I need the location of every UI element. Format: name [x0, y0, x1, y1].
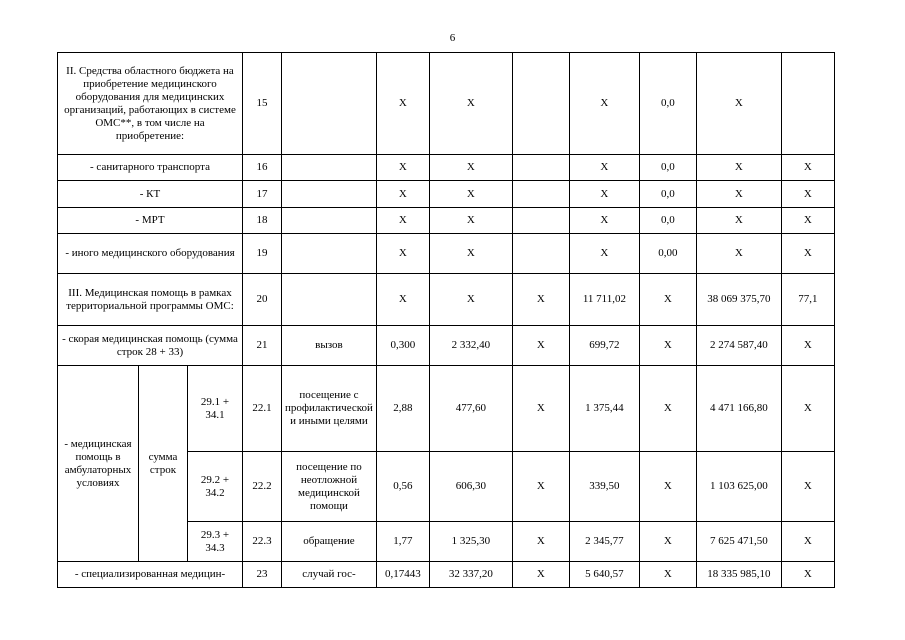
- row-number: 22.2: [243, 452, 282, 522]
- value-cell: X: [696, 181, 781, 208]
- value-cell: [512, 234, 569, 274]
- unit-cell: обращение: [282, 522, 377, 562]
- row-label: II. Средства областного бюджета на приобретение медицинского оборудования для медицинских организаций, работающих в системе ОМС**, в том числе на приобретение:: [58, 53, 243, 155]
- value-cell: X: [376, 208, 429, 234]
- value-cell: X: [512, 366, 569, 452]
- unit-cell: вызов: [282, 326, 377, 366]
- value-cell: 477,60: [429, 366, 512, 452]
- value-cell: 18 335 985,10: [696, 562, 781, 588]
- row-number: 23: [243, 562, 282, 588]
- row-label: - иного медицинского оборудования: [58, 234, 243, 274]
- value-cell: X: [781, 562, 834, 588]
- value-cell: 339,50: [569, 452, 639, 522]
- value-cell: X: [376, 53, 429, 155]
- table-row-19: [58, 234, 835, 274]
- unit-cell: [282, 53, 377, 155]
- unit-cell: [282, 181, 377, 208]
- value-cell: X: [569, 181, 639, 208]
- value-cell: [512, 155, 569, 181]
- value-cell: X: [512, 562, 569, 588]
- value-cell: 38 069 375,70: [696, 274, 781, 326]
- value-cell: X: [376, 274, 429, 326]
- value-cell: 0,0: [639, 155, 696, 181]
- table-row-23: [58, 562, 835, 588]
- unit-cell: [282, 208, 377, 234]
- value-cell: X: [639, 562, 696, 588]
- value-cell: X: [429, 274, 512, 326]
- table-row-18: [58, 208, 835, 234]
- value-cell: X: [569, 208, 639, 234]
- value-cell: X: [512, 274, 569, 326]
- row-label: - специализированная медицин-: [58, 562, 243, 588]
- unit-cell: посещение с профилактической и иными целями: [282, 366, 377, 452]
- row-label: - скорая медицинская помощь (сумма строк 28 + 33): [58, 326, 243, 366]
- value-cell: X: [376, 181, 429, 208]
- row-number: 18: [243, 208, 282, 234]
- unit-cell: посещение по неотложной медицинской помощи: [282, 452, 377, 522]
- unit-cell: случай гос-: [282, 562, 377, 588]
- value-cell: X: [781, 234, 834, 274]
- value-cell: 0,17443: [376, 562, 429, 588]
- value-cell: X: [781, 208, 834, 234]
- row-number: 19: [243, 234, 282, 274]
- table-row-21: [58, 326, 835, 366]
- value-cell: 2 274 587,40: [696, 326, 781, 366]
- value-cell: 0,0: [639, 53, 696, 155]
- value-cell: 699,72: [569, 326, 639, 366]
- value-cell: X: [569, 234, 639, 274]
- value-cell: X: [569, 155, 639, 181]
- value-cell: X: [639, 274, 696, 326]
- value-cell: 2,88: [376, 366, 429, 452]
- value-cell: X: [781, 326, 834, 366]
- row-label: - санитарного транспорта: [58, 155, 243, 181]
- row-number: 16: [243, 155, 282, 181]
- table-row-16: [58, 155, 835, 181]
- value-cell: X: [696, 155, 781, 181]
- value-cell: X: [429, 155, 512, 181]
- table-row-20: [58, 274, 835, 326]
- value-cell: X: [639, 522, 696, 562]
- value-cell: X: [781, 181, 834, 208]
- source-lines: 29.1 + 34.1: [188, 366, 243, 452]
- value-cell: 606,30: [429, 452, 512, 522]
- source-lines: 29.3 + 34.3: [188, 522, 243, 562]
- row-label: III. Медицинская помощь в рамках территориальной программы ОМС:: [58, 274, 243, 326]
- value-cell: [512, 208, 569, 234]
- value-cell: X: [639, 452, 696, 522]
- row-number: 17: [243, 181, 282, 208]
- value-cell: X: [376, 234, 429, 274]
- unit-cell: [282, 155, 377, 181]
- value-cell: X: [781, 522, 834, 562]
- financing-table: [57, 52, 835, 588]
- value-cell: 0,56: [376, 452, 429, 522]
- value-cell: X: [781, 366, 834, 452]
- value-cell: 0,0: [639, 181, 696, 208]
- sum-label: сумма строк: [139, 366, 188, 562]
- unit-cell: [282, 274, 377, 326]
- value-cell: 77,1: [781, 274, 834, 326]
- value-cell: X: [781, 155, 834, 181]
- unit-cell: [282, 234, 377, 274]
- page-number: 6: [449, 32, 456, 44]
- value-cell: [512, 181, 569, 208]
- value-cell: X: [429, 208, 512, 234]
- value-cell: 2 345,77: [569, 522, 639, 562]
- value-cell: X: [696, 53, 781, 155]
- table-row-15: [58, 53, 835, 155]
- value-cell: X: [429, 234, 512, 274]
- row-label: - КТ: [58, 181, 243, 208]
- value-cell: X: [512, 452, 569, 522]
- value-cell: [512, 53, 569, 155]
- value-cell: 32 337,20: [429, 562, 512, 588]
- value-cell: X: [781, 452, 834, 522]
- value-cell: [781, 53, 834, 155]
- value-cell: X: [569, 53, 639, 155]
- row-number: 21: [243, 326, 282, 366]
- source-lines: 29.2 + 34.2: [188, 452, 243, 522]
- value-cell: 1 325,30: [429, 522, 512, 562]
- value-cell: X: [696, 234, 781, 274]
- value-cell: 1 375,44: [569, 366, 639, 452]
- value-cell: 0,00: [639, 234, 696, 274]
- value-cell: 2 332,40: [429, 326, 512, 366]
- value-cell: 1,77: [376, 522, 429, 562]
- value-cell: 11 711,02: [569, 274, 639, 326]
- table-row-22-1: [58, 366, 835, 452]
- value-cell: X: [512, 326, 569, 366]
- row-number: 22.3: [243, 522, 282, 562]
- row-number: 15: [243, 53, 282, 155]
- value-cell: 7 625 471,50: [696, 522, 781, 562]
- row-label: - медицинская помощь в амбулаторных условиях: [58, 366, 139, 562]
- value-cell: 5 640,57: [569, 562, 639, 588]
- row-number: 20: [243, 274, 282, 326]
- value-cell: 1 103 625,00: [696, 452, 781, 522]
- row-number: 22.1: [243, 366, 282, 452]
- value-cell: 4 471 166,80: [696, 366, 781, 452]
- value-cell: X: [696, 208, 781, 234]
- value-cell: X: [429, 181, 512, 208]
- value-cell: X: [639, 326, 696, 366]
- value-cell: 0,300: [376, 326, 429, 366]
- row-label: - МРТ: [58, 208, 243, 234]
- table-row-17: [58, 181, 835, 208]
- value-cell: X: [376, 155, 429, 181]
- value-cell: 0,0: [639, 208, 696, 234]
- value-cell: X: [429, 53, 512, 155]
- value-cell: X: [512, 522, 569, 562]
- value-cell: X: [639, 366, 696, 452]
